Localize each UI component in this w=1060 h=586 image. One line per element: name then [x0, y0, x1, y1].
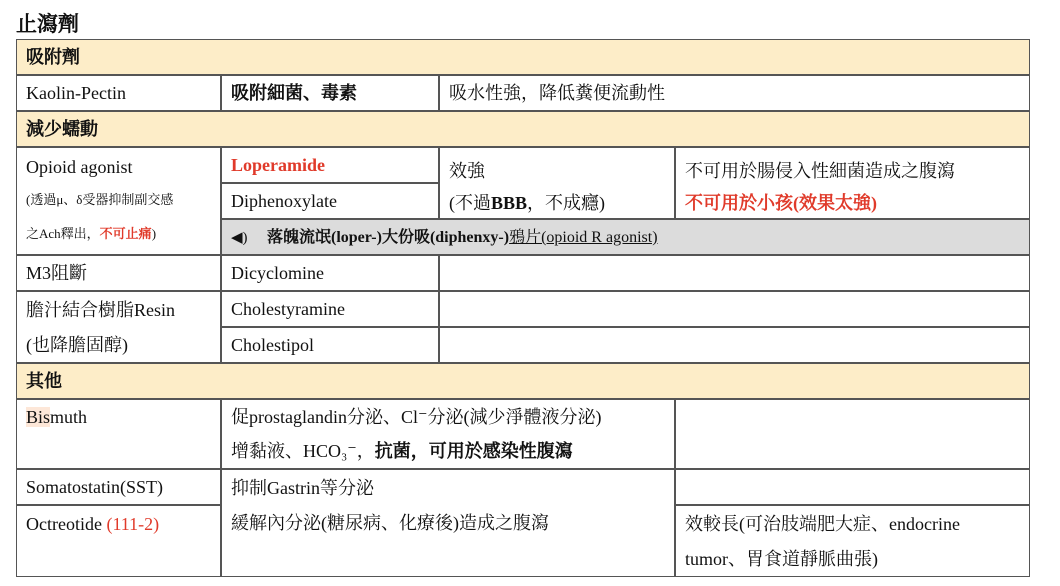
sst-empty [675, 469, 1030, 505]
opioid-effect-line1: 效強 [449, 161, 485, 181]
opioid-agonist-cell [16, 147, 221, 255]
drug-cholestyramine: Cholestyramine [221, 291, 439, 327]
sst-name: Somatostatin(SST) [16, 469, 221, 505]
octreotide-note1: 效較長(可治肢端肥大症、endocrine [685, 514, 960, 534]
octreotide-ref: (111-2) [106, 514, 160, 534]
mnemonic-bold: 落魄流氓(loper-)大份吸(diphenxy-) [267, 229, 510, 246]
resin-name1: 膽汁結合樹脂Resin [26, 300, 176, 320]
sst-mechanism-cell [221, 469, 675, 577]
m3-empty [439, 255, 1030, 291]
bismuth-empty [675, 399, 1030, 469]
kaolin-mechanism: 吸附細菌、毒素 [221, 75, 439, 111]
sst-mechanism: 抑制Gastrin等分泌 [231, 478, 374, 498]
page-title: 止瀉劑 [16, 12, 79, 36]
resin-empty-2 [439, 327, 1030, 363]
opioid-warning-cell [675, 147, 1030, 219]
drug-cholestipol: Cholestipol [221, 327, 439, 363]
drug-dicyclomine: Dicyclomine [221, 255, 439, 291]
drug-loperamide: Loperamide [221, 147, 439, 183]
bismuth-mechanism [221, 399, 675, 469]
antidiarrheal-table [16, 39, 1030, 577]
kaolin-note: 吸水性強，降低糞便流動性 [439, 75, 1030, 111]
octreotide-note [675, 505, 1030, 577]
eff2c: ，不成癮) [527, 193, 606, 213]
bismuth-line1: 促prostaglandin分泌、Cl⁻分泌(減少淨體液分泌) [231, 407, 602, 427]
mnemonic-underlined: 鴉片(opioid R agonist) [509, 229, 658, 246]
bismuth-line2b: 抗菌，可用於感染性腹瀉 [374, 441, 573, 461]
bismuth-name-highlight: Bis [26, 407, 51, 427]
octreotide-cell [16, 505, 221, 577]
opioid-sub1: (透過μ、δ受器抑制副交感 [26, 192, 174, 207]
opioid-sub2c: ) [151, 226, 157, 241]
kaolin-name: Kaolin-Pectin [16, 75, 221, 111]
opioid-effect-line2 [449, 188, 674, 218]
bismuth-name-rest: muth [50, 407, 88, 427]
bismuth-line2a: 增黏液、HCO₃⁻， [231, 441, 375, 461]
section-header-other: 其他 [16, 363, 1030, 399]
opioid-sub2a: 之Ach釋出， [26, 226, 100, 241]
speaker-icon: ◀) [231, 230, 248, 246]
opioid-no-analgesia: 不可止痛 [99, 226, 152, 241]
octreotide-mechanism: 緩解內分泌(糖尿病、化療後)造成之腹瀉 [231, 513, 549, 533]
eff2b-bbb: BBB [491, 193, 528, 213]
opioid-name: Opioid agonist [26, 157, 133, 177]
section-header-adsorbent: 吸附劑 [16, 39, 1030, 75]
octreotide-name: Octreotide [26, 514, 107, 534]
opioid-warning-1: 不可用於腸侵入性細菌造成之腹瀉 [685, 161, 955, 181]
opioid-effect-cell [439, 147, 675, 219]
mnemonic-bar [221, 219, 1030, 255]
drug-diphenoxylate: Diphenoxylate [221, 183, 439, 219]
m3-name: M3阻斷 [16, 255, 221, 291]
eff2a: (不過 [449, 193, 491, 213]
bismuth-line2 [231, 434, 674, 468]
opioid-warning-2: 不可用於小孩(效果太強) [685, 193, 877, 213]
octreotide-note2: tumor、胃食道靜脈曲張) [685, 549, 878, 569]
resin-name2: (也降膽固醇) [26, 335, 128, 355]
section-header-motility: 減少蠕動 [16, 111, 1030, 147]
resin-empty-1 [439, 291, 1030, 327]
resin-cell [16, 291, 221, 363]
opioid-sub2 [26, 218, 220, 250]
bismuth-name [16, 399, 221, 469]
